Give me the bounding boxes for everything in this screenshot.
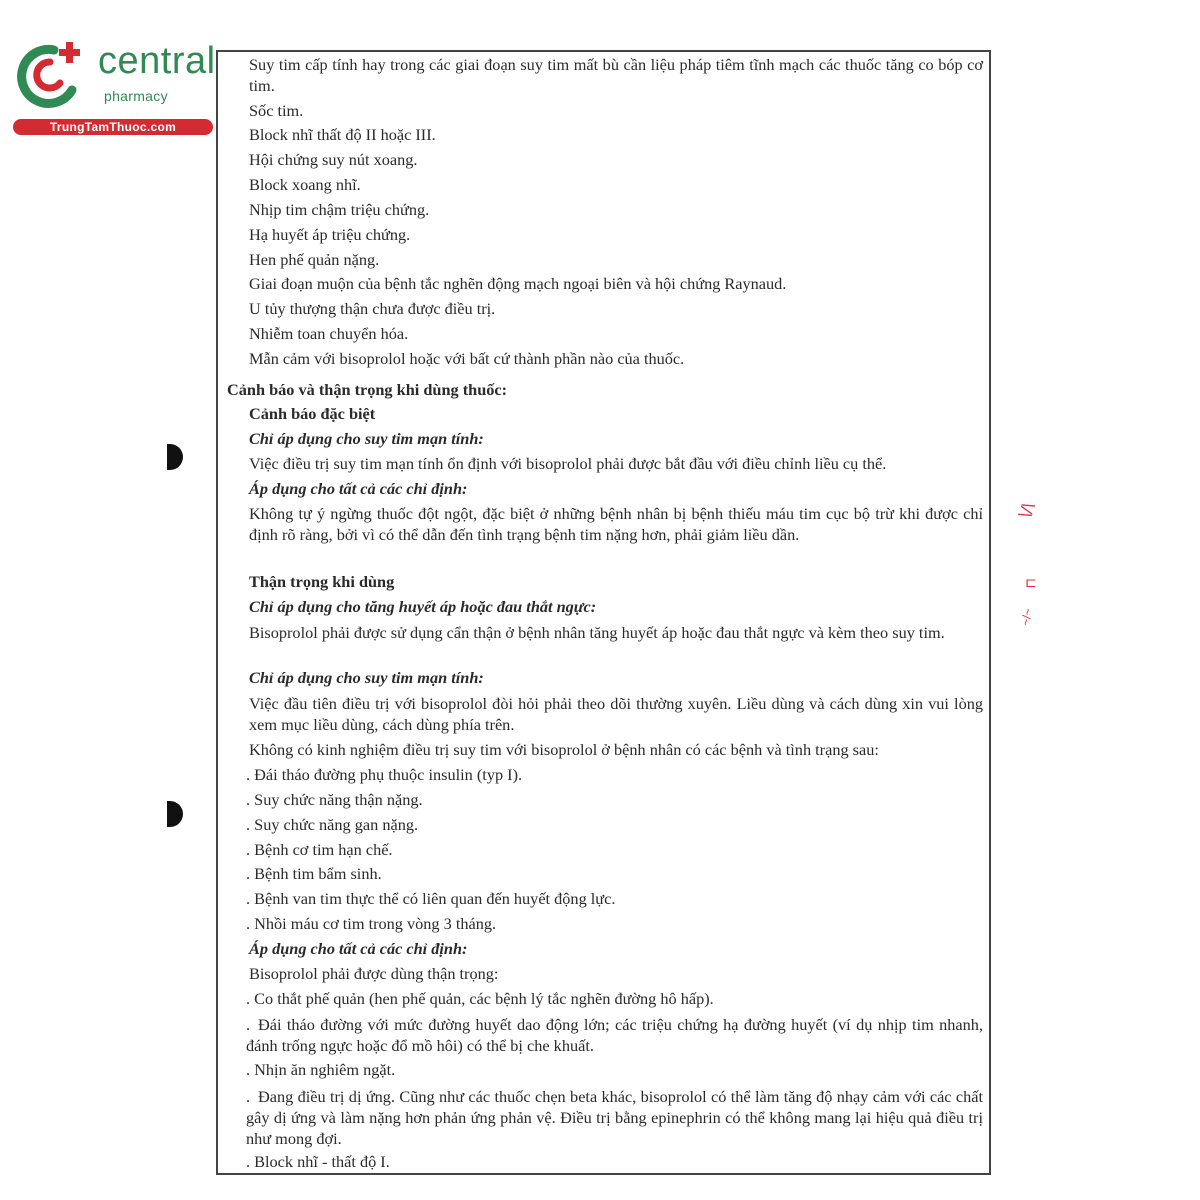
contra-item: Block xoang nhĩ. bbox=[249, 175, 361, 194]
punch-hole-icon bbox=[167, 801, 183, 827]
contra-item: Block nhĩ thất độ II hoặc III. bbox=[249, 125, 436, 144]
list-item-text: Suy chức năng thận nặng. bbox=[254, 790, 423, 809]
handwritten-mark: \/\ bbox=[1015, 499, 1040, 521]
handwritten-mark: ~/~ bbox=[1018, 607, 1036, 627]
scope-label: Chỉ áp dụng cho suy tim mạn tính: bbox=[249, 429, 484, 448]
list-item: . Đái tháo đường phụ thuộc insulin (typ I). bbox=[246, 765, 523, 784]
contra-item: Nhiễm toan chuyển hóa. bbox=[249, 324, 409, 343]
section-heading: Cảnh báo và thận trọng khi dùng thuốc: bbox=[227, 380, 508, 399]
list-item-text: Bệnh cơ tim hạn chế. bbox=[254, 840, 393, 859]
handwritten-mark: ⊏ bbox=[1025, 574, 1037, 590]
contra-item: Nhịp tim chậm triệu chứng. bbox=[249, 200, 430, 219]
list-item-text: Block nhĩ - thất độ I. bbox=[254, 1152, 390, 1171]
scope-label: Chỉ áp dụng cho tăng huyết áp hoặc đau thắt ngực: bbox=[249, 597, 597, 616]
contra-item: Hội chứng suy nút xoang. bbox=[249, 150, 418, 169]
list-item: . Nhịn ăn nghiêm ngặt. bbox=[246, 1060, 396, 1079]
list-item: . Bệnh tim bẩm sinh. bbox=[246, 864, 382, 883]
list-item: . Block nhĩ - thất độ I. bbox=[246, 1152, 390, 1171]
list-item: . Đang điều trị dị ứng. Cũng như các thuốc chẹn beta khác, bisoprolol có thể làm tăng độ nhạy cảm với các chất gây dị ứng và làm nặng hơn phản ứng phản vệ. Điều trị bằng epinephrin có thể không mang lại hiệu quả điều trị như mong đợi. bbox=[246, 1087, 983, 1148]
pharmacy-cross-icon bbox=[10, 38, 90, 114]
central-pharmacy-logo[interactable] bbox=[10, 38, 215, 138]
brand-name: central bbox=[98, 40, 216, 82]
subsection-heading: Thận trọng khi dùng bbox=[249, 572, 395, 591]
contra-item: Suy tim cấp tính hay trong các giai đoạn suy tim mất bù cần liệu pháp tiêm tĩnh mạch các thuốc tăng co bóp cơ tim. bbox=[249, 55, 983, 95]
paragraph: Việc đầu tiên điều trị với bisoprolol đòi hỏi phải theo dõi thường xuyên. Liều dùng và cách dùng xin vui lòng xem mục liều dùng, cách dùng phía trên. bbox=[249, 694, 983, 734]
punch-hole-icon bbox=[167, 444, 183, 470]
subsection-heading: Cảnh báo đặc biệt bbox=[249, 404, 376, 423]
paragraph: Không có kinh nghiệm điều trị suy tim với bisoprolol ở bệnh nhân có các bệnh và tình trạng sau: bbox=[249, 740, 879, 759]
contra-item: U tủy thượng thận chưa được điều trị. bbox=[249, 299, 496, 318]
list-item: . Bệnh cơ tim hạn chế. bbox=[246, 840, 393, 859]
list-item-text: Bệnh tim bẩm sinh. bbox=[254, 864, 382, 883]
contra-item: Mẫn cảm với bisoprolol hoặc với bất cứ thành phần nào của thuốc. bbox=[249, 349, 685, 368]
brand-subtitle: pharmacy bbox=[104, 88, 168, 104]
list-item-text: Nhịn ăn nghiêm ngặt. bbox=[254, 1060, 396, 1079]
scope-label: Chỉ áp dụng cho suy tim mạn tính: bbox=[249, 668, 484, 687]
list-item-text: Co thắt phế quản (hen phế quản, các bệnh lý tắc nghẽn đường hô hấp). bbox=[254, 989, 714, 1008]
list-item: . Nhồi máu cơ tim trong vòng 3 tháng. bbox=[246, 914, 497, 933]
contra-item: Hạ huyết áp triệu chứng. bbox=[249, 225, 411, 244]
list-item-text: Đang điều trị dị ứng. Cũng như các thuốc chẹn beta khác, bisoprolol có thể làm tăng độ nhạy cảm với các chất gây dị ứng và làm nặng hơn phản ứng phản vệ. Điều trị bằng epinephrin có thể không mang lại hiệu quả điều trị như mong đợi. bbox=[246, 1087, 983, 1148]
list-item: . Suy chức năng thận nặng. bbox=[246, 790, 423, 809]
list-item-text: Đái tháo đường với mức đường huyết dao động lớn; các triệu chứng hạ đường huyết (ví dụ nhịp tim nhanh, đánh trống ngực hoặc đổ mồ hôi) có thể bị che khuất. bbox=[246, 1015, 983, 1055]
paragraph: Không tự ý ngừng thuốc đột ngột, đặc biệt ở những bệnh nhân bị bệnh thiếu máu tim cục bộ trừ khi được chỉ định rõ ràng, bởi vì có thể dẫn đến tình trạng bệnh tim nặng hơn, phải giảm liều dần. bbox=[249, 504, 983, 544]
list-item-text: Suy chức năng gan nặng. bbox=[254, 815, 419, 834]
list-item: . Bệnh van tim thực thể có liên quan đến huyết động lực. bbox=[246, 889, 616, 908]
list-item-text: Đái tháo đường phụ thuộc insulin (typ I). bbox=[254, 765, 523, 784]
site-url-badge[interactable]: TrungTamThuoc.com bbox=[13, 119, 213, 135]
list-item: . Co thắt phế quản (hen phế quản, các bệnh lý tắc nghẽn đường hô hấp). bbox=[246, 989, 714, 1008]
scope-label: Áp dụng cho tất cả các chỉ định: bbox=[249, 939, 468, 958]
paragraph: Bisoprolol phải được sử dụng cẩn thận ở bệnh nhân tăng huyết áp hoặc đau thắt ngực và kèm theo suy tim. bbox=[249, 623, 945, 642]
contra-item: Giai đoạn muộn của bệnh tắc nghẽn động mạch ngoại biên và hội chứng Raynaud. bbox=[249, 274, 787, 293]
paragraph: Bisoprolol phải được dùng thận trọng: bbox=[249, 964, 499, 983]
list-item: . Suy chức năng gan nặng. bbox=[246, 815, 419, 834]
list-item: . Đái tháo đường với mức đường huyết dao động lớn; các triệu chứng hạ đường huyết (ví dụ nhịp tim nhanh, đánh trống ngực hoặc đổ mồ hôi) có thể bị che khuất. bbox=[246, 1015, 983, 1055]
list-item-text: Bệnh van tim thực thể có liên quan đến huyết động lực. bbox=[254, 889, 616, 908]
paragraph: Việc điều trị suy tim mạn tính ổn định với bisoprolol phải được bắt đầu với điều chỉnh liều cụ thể. bbox=[249, 454, 887, 473]
contra-item: Sốc tim. bbox=[249, 101, 304, 120]
scope-label: Áp dụng cho tất cả các chỉ định: bbox=[249, 479, 468, 498]
list-item-text: Nhồi máu cơ tim trong vòng 3 tháng. bbox=[254, 914, 497, 933]
contra-item: Hen phế quản nặng. bbox=[249, 250, 380, 269]
